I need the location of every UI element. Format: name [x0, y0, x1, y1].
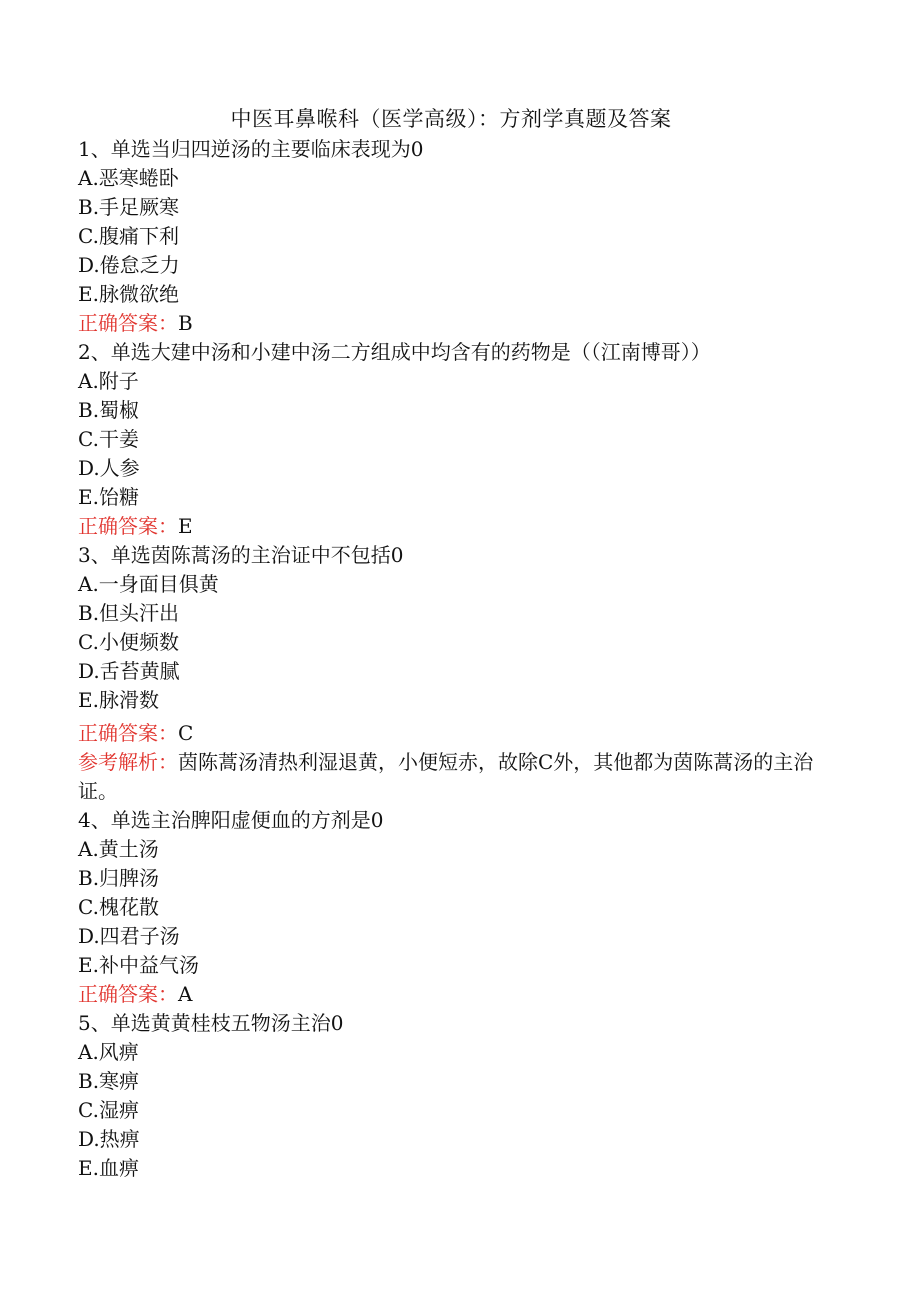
option-b: B.寒痹 — [78, 1069, 140, 1093]
option-c: C.小便频数 — [78, 630, 179, 654]
answer-line — [78, 512, 823, 541]
question-stem: 3、单选茵陈蒿汤的主治证中不包括0 — [78, 543, 404, 567]
question-block — [78, 541, 823, 806]
option-d: D.舌苔黄腻 — [78, 659, 180, 683]
option-d: D.热痹 — [78, 1127, 140, 1151]
answer-value: A — [178, 982, 193, 1006]
question-stem: 5、单选黄黄桂枝五物汤主治0 — [78, 1011, 344, 1035]
answer-label: 正确答案： — [78, 721, 178, 745]
option-a: A.黄土汤 — [78, 837, 159, 861]
option-b: B.但头汗出 — [78, 601, 180, 625]
answer-label: 正确答案： — [78, 311, 178, 335]
option-e: E.饴糖 — [78, 485, 139, 509]
question-stem: 2、单选大建中汤和小建中汤二方组成中均含有的药物是（（江南博哥）） — [78, 340, 711, 364]
option-d: D.人参 — [78, 456, 140, 480]
option-b: B.蜀椒 — [78, 398, 140, 422]
option-e: E.脉滑数 — [78, 688, 159, 712]
option-c: C.槐花散 — [78, 895, 159, 919]
question-block — [78, 338, 823, 541]
option-a: A.附子 — [78, 369, 139, 393]
option-a: A.恶寒蜷卧 — [78, 166, 179, 190]
answer-line — [78, 980, 823, 1009]
question-stem: 4、单选主治脾阳虚便血的方剂是0 — [78, 808, 384, 832]
answer-line — [78, 719, 823, 748]
option-e: E.脉微欲绝 — [78, 282, 179, 306]
option-e: E.补中益气汤 — [78, 953, 199, 977]
answer-value: C — [178, 721, 194, 745]
option-b: B.手足厥寒 — [78, 195, 180, 219]
analysis-line — [78, 748, 823, 806]
option-a: A.风痹 — [78, 1040, 139, 1064]
document-title: 中医耳鼻喉科（医学高级）：方剂学真题及答案 — [230, 107, 672, 131]
question-stem: 1、单选当归四逆汤的主要临床表现为0 — [78, 137, 424, 161]
option-d: D.四君子汤 — [78, 924, 180, 948]
option-c: C.湿痹 — [78, 1098, 139, 1122]
option-a: A.一身面目俱黄 — [78, 572, 219, 596]
answer-line — [78, 309, 823, 338]
option-d: D.倦怠乏力 — [78, 253, 180, 277]
option-c: C.干姜 — [78, 427, 139, 451]
option-e-spacer — [78, 686, 823, 719]
option-e: E.血痹 — [78, 1156, 139, 1180]
question-block — [78, 135, 823, 338]
answer-value: B — [178, 311, 193, 335]
question-block — [78, 1009, 823, 1183]
question-list — [78, 135, 823, 1183]
option-c: C.腹痛下利 — [78, 224, 179, 248]
question-block — [78, 806, 823, 1009]
answer-label: 正确答案： — [78, 982, 178, 1006]
answer-value: E — [178, 514, 193, 538]
option-b: B.归脾汤 — [78, 866, 160, 890]
answer-label: 正确答案： — [78, 514, 178, 538]
analysis-label: 参考解析： — [78, 750, 178, 774]
analysis-text: 茵陈蒿汤清热利湿退黄，小便短赤，故除C外，其他都为茵陈蒿汤的主治证。 — [78, 750, 814, 803]
